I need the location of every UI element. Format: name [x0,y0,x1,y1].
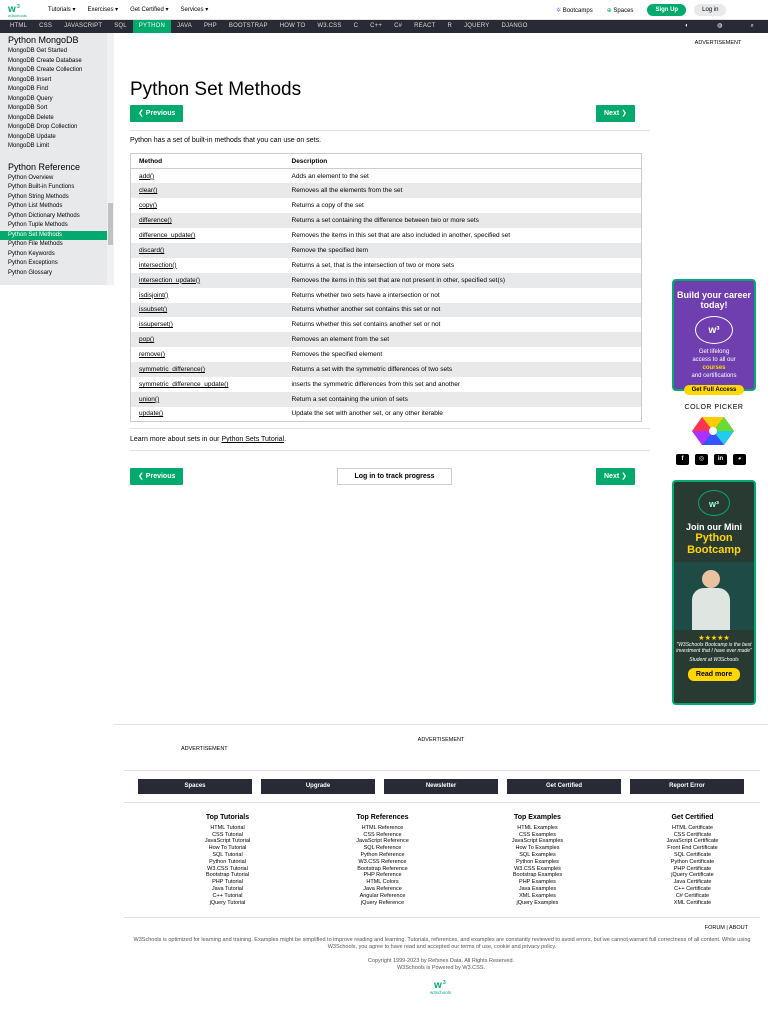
nav-sql[interactable]: SQL [114,23,127,29]
previous-button-bottom[interactable]: ❮ Previous [130,468,183,485]
svg-text:w: w [8,4,16,15]
footer-column-title: Top Examples [514,814,561,821]
method-description: Returns a set, that is the intersection of two or more sets [291,261,455,269]
table-row [131,303,642,318]
method-description: inserts the symmetric differences from this set and another [291,380,461,388]
method-description: Returns a set containing the difference between two or more sets [284,213,642,228]
career-promo-line1: Get lifelong [698,349,730,355]
discord-icon[interactable]: ◕ [733,454,746,465]
table-row [131,377,642,392]
table-row [131,347,642,362]
footer-link[interactable]: JavaScript Examples [511,838,564,845]
nav-css[interactable]: CSS [39,23,53,29]
description-header: Description [284,154,642,169]
table-row [131,169,642,184]
footer-link[interactable]: CSS Reference [363,831,402,838]
copyright-text: Copyright 1999-2023 by Refsnes Data. All Rights Reserved. [367,958,515,964]
sidebar-heading-mongodb: Python MongoDB [8,35,79,45]
forum-about-links[interactable]: FORUM | ABOUT [704,925,748,931]
sidebar-item-python-set-methods[interactable]: Python Set Methods [0,231,114,241]
social-links [676,454,746,465]
method-description: Returns whether another set contains this set or not [284,303,642,318]
login-button[interactable]: Log in [694,4,726,16]
nav-react[interactable]: REACT [414,23,436,29]
sidebar-item-mongodb-insert[interactable]: MongoDB Insert [8,76,52,83]
nav-c[interactable]: C [353,23,359,29]
sidebar-item-mongodb-drop-collection[interactable]: MongoDB Drop Collection [8,124,78,130]
method-description: Returns whether two sets have a intersection or not [291,291,440,299]
method-link[interactable]: intersection_update() [131,273,284,288]
footer-link[interactable]: SQL Reference [363,845,402,852]
method-description: Removes the items in this set that are not present in other, specified set(s) [284,273,642,288]
footer-link[interactable]: HTML Colors [366,879,399,886]
exercises-menu[interactable]: Exercises ▾ [87,7,119,13]
table-row [131,392,642,407]
table-row [131,317,642,332]
facebook-icon[interactable]: f [676,454,689,465]
footer-link[interactable]: XML Examples [519,892,556,899]
outro-prefix: Learn more about sets in our [130,436,222,443]
globe-icon[interactable]: ◍ [717,23,723,29]
footer-link[interactable]: XML Certificate [673,899,712,906]
sidebar-item-mongodb-find[interactable]: MongoDB Find [8,86,49,92]
method-link[interactable]: update() [139,410,164,418]
footer-link[interactable]: W3.CSS Examples [514,865,561,872]
table-row [131,407,642,422]
sidebar-item-python-string-methods[interactable]: Python String Methods [8,193,69,200]
footer-link[interactable]: HTML Examples [517,824,558,831]
sidebar-item-mongodb-delete[interactable]: MongoDB Delete [8,114,54,121]
footer-link[interactable]: W3.CSS Reference [358,858,407,865]
method-link[interactable]: copy() [139,202,158,210]
divider [130,130,650,131]
signup-button[interactable]: Sign Up [647,4,686,16]
footer-link[interactable]: C++ Tutorial [212,892,243,899]
footer-link[interactable]: PHP Certificate [673,865,712,872]
sidebar-item-python-dictionary-methods[interactable]: Python Dictionary Methods [8,212,80,219]
footer-column-title: Top References [356,814,409,821]
footer-column [305,815,460,906]
bootcamps-link[interactable] [556,7,593,14]
services-menu[interactable]: Services ▾ [180,7,209,13]
top-bar [0,0,768,20]
svg-text:w3schools: w3schools [8,13,27,18]
table-row [131,228,642,243]
sidebar-item-mongodb-limit[interactable]: MongoDB Limit [8,143,50,149]
footer-link[interactable]: HTML Reference [361,824,404,831]
method-description: Remove the specified item [284,243,642,258]
footer-link[interactable]: Python Tutorial [209,858,246,865]
footer-link[interactable]: Bootstrap Examples [512,872,563,879]
nav-java[interactable]: JAVA [177,23,192,29]
footer-link[interactable]: Java Examples [518,885,557,892]
testimonial-quote: "W3Schools Bootcamp is the best investment that I have ever made" [676,642,752,654]
sidebar-item-python-keywords[interactable]: Python Keywords [8,250,55,257]
career-promo[interactable] [672,279,756,391]
footer-link[interactable]: HTML Tutorial [210,824,245,831]
method-description: Removes the specified element [291,351,383,359]
footer-link[interactable]: JavaScript Certificate [666,838,719,845]
sidebar-item-mongodb-get-started[interactable]: MongoDB Get Started [8,48,68,54]
python-sets-tutorial-link[interactable]: Python Sets Tutorial [221,436,285,443]
method-link[interactable]: issuperset() [139,321,173,329]
method-link[interactable]: difference_update() [139,232,196,239]
method-link[interactable]: isdisjoint() [139,291,169,299]
career-promo-title: Build your career today! [676,290,752,310]
sidebar-item-python-file-methods[interactable]: Python File Methods [8,241,63,247]
color-picker-icon[interactable] [692,417,734,445]
sidebar-scroll-thumb[interactable] [108,203,113,245]
method-link[interactable]: discard() [131,243,284,258]
table-row [131,362,642,377]
previous-button-top[interactable]: ❮ Previous [130,105,183,122]
sidebar-item-mongodb-create-collection[interactable]: MongoDB Create Collection [8,67,83,73]
right-column [668,33,768,678]
bootcamp-promo[interactable] [672,480,756,705]
nav-python[interactable]: PYTHON [133,20,171,33]
method-description: Update the set with another set, or any other iterable [291,410,443,418]
footer-link[interactable]: Java Certificate [673,879,712,886]
bootcamps-label: Bootcamps [562,7,593,14]
intro-text: Python has a set of built-in methods that you can use on sets. [130,137,322,144]
color-picker-label: COLOR PICKER [684,404,744,411]
footer-link[interactable]: Python Reference [360,851,405,858]
footer-disclaimer: W3Schools is optimized for learning and training. Examples might be simplified to improve reading and learning. Tutorials, references, and examples are constantly reviewed to avoid errors, but we cannot warrant full correctness of all content. While using W3Schools, you agree to have read and accepted our terms of use, cookie and privacy policy. [133,937,751,950]
spaces-label: Spaces [613,7,634,14]
method-description: Return a set containing the union of sets [284,392,642,407]
nav-jquery[interactable]: JQUERY [464,23,490,29]
method-description: Returns whether this set contains another set or not [291,321,441,329]
linkedin-icon[interactable]: in [714,454,727,465]
sidebar-item-mongodb-update[interactable]: MongoDB Update [8,133,56,140]
table-row [131,198,642,213]
footer-link[interactable]: SQL Certificate [673,851,712,858]
footer-link[interactable]: Front End Certificate [667,845,718,852]
footer-link[interactable]: CSS Tutorial [212,831,243,838]
rating-stars: ★★★★★ [698,635,730,642]
table-row [131,332,642,347]
top-menu [48,6,208,13]
footer-link[interactable]: Python Certificate [670,858,715,865]
footer-link[interactable]: jQuery Reference [360,899,405,906]
navbar-right-icons [679,20,760,33]
method-link[interactable]: add() [139,172,155,180]
divider [130,428,650,429]
career-promo-line4: and certifications [691,373,737,379]
footer-link[interactable]: How To Tutorial [208,845,247,852]
svg-text:3: 3 [443,980,446,986]
read-more-button[interactable]: Read more [688,668,740,681]
footer-link[interactable]: Bootstrap Reference [357,865,408,872]
get-full-access-button[interactable]: Get Full Access [684,385,745,395]
nav-html[interactable]: HTML [10,23,28,29]
footer-link[interactable]: Bootstrap Tutorial [205,872,250,879]
footer-link[interactable]: jQuery Examples [516,899,559,906]
footer-advertisement: ADVERTISEMENT [417,737,465,743]
footer-column [460,815,615,906]
footer-link[interactable]: CSS Examples [519,831,556,838]
get-certified-menu[interactable]: Get Certified ▾ [130,7,169,13]
advertisement-label: ADVERTISEMENT [694,40,742,46]
method-link[interactable]: remove() [139,351,166,359]
method-link[interactable]: issubset() [131,303,284,318]
footer-link[interactable]: How To Examples [515,845,560,852]
footer-columns [150,815,768,906]
nav-c#[interactable]: C# [394,23,403,29]
footer-copyright [114,958,768,972]
footer-divider [124,802,760,803]
nav-javascript[interactable]: JAVASCRIPT [64,23,103,29]
nav-php[interactable]: PHP [203,23,217,29]
search-icon[interactable]: ⌕ [750,23,754,29]
w3schools-logo[interactable] [6,2,32,18]
svg-text:w3schools: w3schools [430,990,452,995]
track-progress-button[interactable]: Log in to track progress [337,468,452,485]
nav-bootstrap[interactable]: BOOTSTRAP [228,23,268,29]
testimonial-author: Student at W3Schools [689,657,739,663]
divider [130,450,650,451]
table-row [131,258,642,273]
footer-link[interactable]: Python Examples [516,858,559,865]
bootcamp-title2: Python [695,532,733,544]
powered-by-text: W3Schools is Powered by W3.CSS. [396,965,486,971]
footer-spaces-button[interactable]: Spaces [138,779,252,794]
table-header-row [131,154,642,169]
footer-link[interactable]: JavaScript Tutorial [204,838,251,845]
sidebar-item-python-overview[interactable]: Python Overview [8,174,54,181]
footer-link[interactable]: HTML Certificate [671,824,714,831]
footer-advertisement-2: ADVERTISEMENT [181,746,228,752]
nav-w3-css[interactable]: W3.CSS [317,23,342,29]
sidebar-heading-reference: Python Reference [8,161,81,172]
method-link[interactable]: symmetric_difference_update() [139,380,229,388]
footer-report-error-button[interactable]: Report Error [630,779,744,794]
page-title: Python Set Methods [130,79,302,100]
sidebar-scrollbar[interactable] [107,33,114,285]
footer-get-certified-button[interactable]: Get Certified [507,779,621,794]
footer-column-title: Get Certified [671,814,714,821]
tutorials-menu[interactable]: Tutorials ▾ [48,7,76,13]
method-header: Method [131,154,284,169]
main-navbar [0,20,768,33]
method-description: Removes the items in this set that are also included in another, specified set [291,232,511,239]
student-photo [674,562,754,630]
sidebar [0,33,114,285]
footer [114,720,768,1024]
top-right [556,4,726,16]
method-link[interactable]: clear() [131,183,284,198]
method-link[interactable]: intersection() [139,261,177,269]
svg-text:3: 3 [17,4,20,10]
method-link[interactable]: difference() [131,213,284,228]
sidebar-item-mongodb-sort[interactable]: MongoDB Sort [8,105,48,111]
nav-c++[interactable]: C++ [370,23,383,29]
nav-r[interactable]: R [447,23,453,29]
bootcamp-title1: Join our Mini [686,522,742,532]
method-description: Removes an element from the set [284,332,642,347]
next-button-bottom[interactable]: Next ❯ [596,468,635,485]
footer-link[interactable]: Java Reference [363,885,402,892]
footer-w3schools-logo[interactable] [428,978,456,996]
table-row [131,243,642,258]
footer-link[interactable]: C# Certificate [675,892,710,899]
method-description: Returns a copy of the set [291,202,364,210]
footer-link[interactable]: PHP Examples [519,879,556,886]
footer-link[interactable]: CSS Certificate [673,831,712,838]
footer-upgrade-button[interactable]: Upgrade [261,779,375,794]
table-row [131,273,642,288]
instagram-icon[interactable]: ◎ [695,454,708,465]
method-description: Removes all the elements from the set [284,183,642,198]
method-link[interactable]: pop() [131,332,284,347]
footer-column [615,815,768,906]
footer-divider [124,917,760,918]
method-description: Adds an element to the set [291,172,369,180]
footer-link[interactable]: W3.CSS Tutorial [207,865,248,872]
method-link[interactable]: symmetric_difference() [131,362,284,377]
footer-link[interactable]: SQL Examples [519,851,556,858]
footer-link[interactable]: Angular Reference [359,892,406,899]
method-link[interactable]: union() [131,392,284,407]
outro-suffix: . [284,436,287,443]
sidebar-item-python-glossary[interactable]: Python Glossary [8,269,53,276]
table-row [131,183,642,198]
theme-toggle-icon[interactable]: ◐ [685,23,689,29]
nav-django[interactable]: DJANGO [501,23,528,29]
footer-link[interactable]: PHP Tutorial [212,879,243,886]
footer-link[interactable]: JavaScript Reference [356,838,409,845]
footer-link[interactable]: SQL Tutorial [212,851,243,858]
footer-link[interactable]: C++ Certificate [674,885,711,892]
footer-column [150,815,305,906]
spaces-link[interactable] [607,7,634,14]
career-promo-line2: access to all our [692,357,736,363]
sidebar-item-mongodb-create-database[interactable]: MongoDB Create Database [8,57,82,64]
footer-link[interactable]: jQuery Certificate [671,872,714,879]
footer-divider [124,770,760,771]
sidebar-item-python-list-methods[interactable]: Python List Methods [8,203,63,209]
sidebar-item-python-tuple-methods[interactable]: Python Tuple Methods [8,222,68,228]
w3-badge-icon: w³ [695,316,733,344]
career-promo-line3: courses [702,365,726,371]
footer-link[interactable]: jQuery Tutorial [209,899,246,906]
outro-text [130,436,286,443]
footer-link[interactable]: PHP Reference [363,872,402,879]
spaces-icon: ⊕ [606,7,612,14]
set-methods-table [130,153,642,422]
svg-text:w: w [434,980,442,991]
nav-how-to[interactable]: HOW TO [279,23,306,29]
bootcamps-icon: ✲ [556,7,562,14]
method-description: Returns a set with the symmetric differences of two sets [284,362,642,377]
table-row [131,288,642,303]
sidebar-item-python-exceptions[interactable]: Python Exceptions [8,260,58,266]
sidebar-item-mongodb-query[interactable]: MongoDB Query [8,95,53,102]
footer-newsletter-button[interactable]: Newsletter [384,779,498,794]
footer-link[interactable]: Java Tutorial [211,885,244,892]
w3-bootcamp-icon: w³ [698,490,730,516]
table-row [131,213,642,228]
footer-column-title: Top Tutorials [205,814,250,821]
next-button-top[interactable]: Next ❯ [596,105,635,122]
sidebar-item-python-built-in-functions[interactable]: Python Built-in Functions [8,184,75,190]
bootcamp-title3: Bootcamp [687,544,741,556]
footer-buttons [138,779,744,794]
footer-divider [114,724,768,725]
